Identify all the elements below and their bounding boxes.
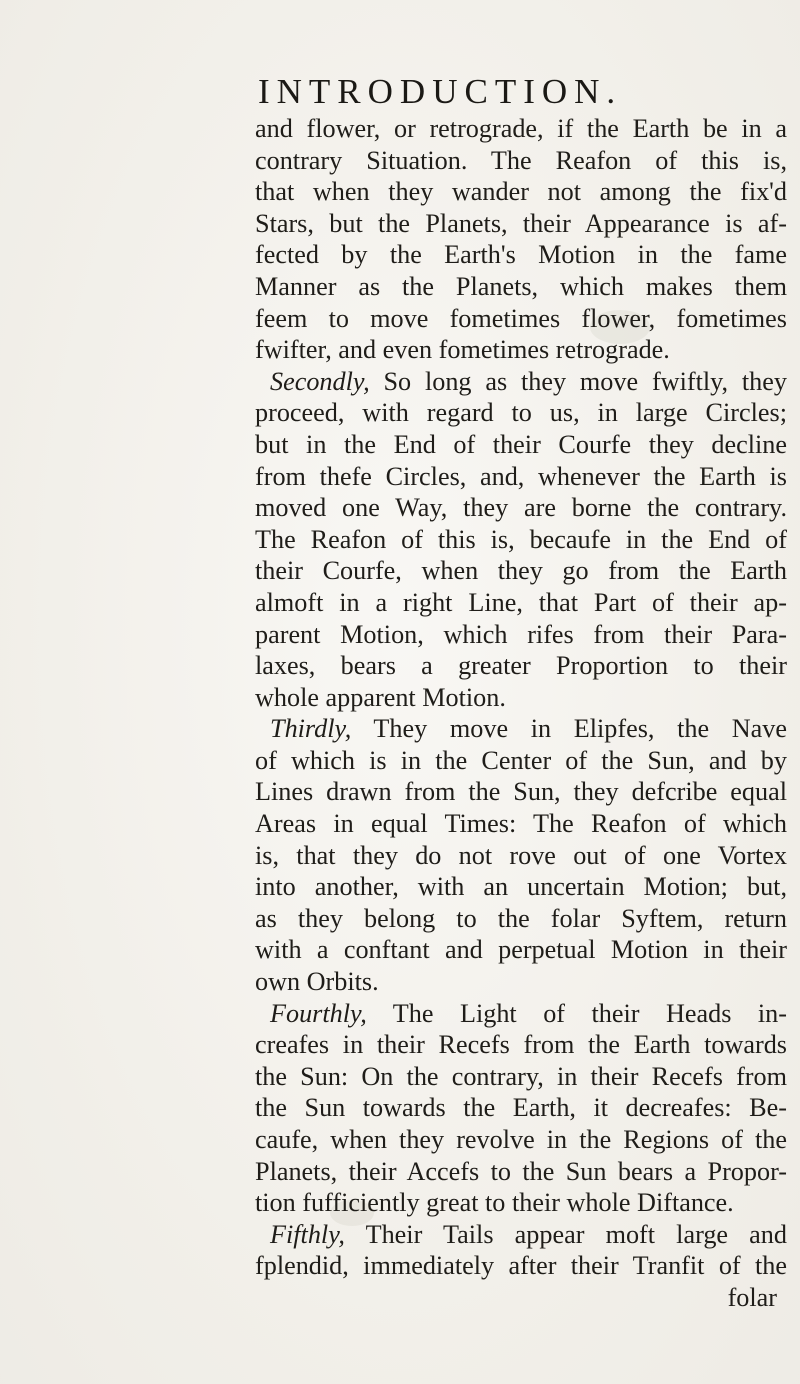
paragraph-lead: Thirdly, xyxy=(270,714,352,744)
text-line: from thefe Circles, and, whenever the Earth is xyxy=(255,461,787,491)
text-line: almoft in a right Line, that Part of their ap- xyxy=(255,587,787,617)
paragraph-start: Secondly, So long as they move fwiftly, they xyxy=(270,366,787,396)
text-line: Areas in equal Times: The Reafon of which xyxy=(255,809,787,839)
text-line: as they belong to the folar Syftem, return xyxy=(255,903,787,933)
text-line: is, that they do not rove out of one Vortex xyxy=(255,840,787,870)
text-line: contrary Situation. The Reafon of this is, xyxy=(255,145,787,175)
paragraph-lead: Fifthly, xyxy=(270,1219,345,1249)
text-line: fwifter, and even fometimes retrograde. xyxy=(255,335,670,365)
text-line: feem to move fometimes flower, fometimes xyxy=(255,303,787,333)
paragraph-start: Fourthly, The Light of their Heads in- xyxy=(270,998,787,1028)
text-line: but in the End of their Courfe they decline xyxy=(255,429,787,459)
catchword: folar xyxy=(727,1282,777,1312)
text-line: caufe, when they revolve in the Regions of the xyxy=(255,1125,787,1154)
text-line: parent Motion, which rifes from their Para- xyxy=(255,619,787,649)
text-line: and flower, or retrograde, if the Earth be in a xyxy=(255,114,787,143)
text-line: own Orbits. xyxy=(255,967,379,997)
text-line: their Courfe, when they go from the Earth xyxy=(255,556,787,586)
text-line: the Sun towards the Earth, it decreafes: Be- xyxy=(255,1093,787,1123)
text-line: of which is in the Center of the Sun, and by xyxy=(255,745,787,775)
text-line: tion fufficiently great to their whole Diftance. xyxy=(255,1188,734,1218)
text-line: with a conftant and perpetual Motion in their xyxy=(255,935,787,965)
text-line: that when they wander not among the fix'd xyxy=(255,177,787,207)
text-line: whole apparent Motion. xyxy=(255,682,506,712)
running-head: INTRODUCTION. xyxy=(258,72,623,111)
text-line: The Reafon of this is, becaufe in the End of xyxy=(255,524,787,554)
text-line: proceed, with regard to us, in large Circles; xyxy=(255,398,787,428)
text-line: creafes in their Recefs from the Earth towards xyxy=(255,1030,787,1060)
text-line: Lines drawn from the Sun, they defcribe equal xyxy=(255,777,787,807)
text-line: laxes, bears a greater Proportion to their xyxy=(255,651,787,681)
text-line: fplendid, immediately after their Tranfit of the xyxy=(255,1251,787,1281)
text-line: Planets, their Accefs to the Sun bears a Propor- xyxy=(255,1156,787,1186)
text-line: the Sun: On the contrary, in their Recefs from xyxy=(255,1061,787,1091)
paragraph-start: Fifthly, Their Tails appear moft large and xyxy=(270,1219,787,1249)
paragraph-lead: Secondly, xyxy=(270,366,370,396)
paragraph-start: Thirdly, They move in Elipfes, the Nave xyxy=(270,714,787,744)
text-line: moved one Way, they are borne the contrary. xyxy=(255,493,787,523)
text-line: fected by the Earth's Motion in the fame xyxy=(255,240,787,270)
text-line: Stars, but the Planets, their Appearance is af- xyxy=(255,208,787,238)
text-line: into another, with an uncertain Motion; but, xyxy=(255,872,787,902)
body-text xyxy=(255,113,787,1314)
text-line: Manner as the Planets, which makes them xyxy=(255,271,787,301)
paragraph-lead: Fourthly, xyxy=(270,998,367,1028)
